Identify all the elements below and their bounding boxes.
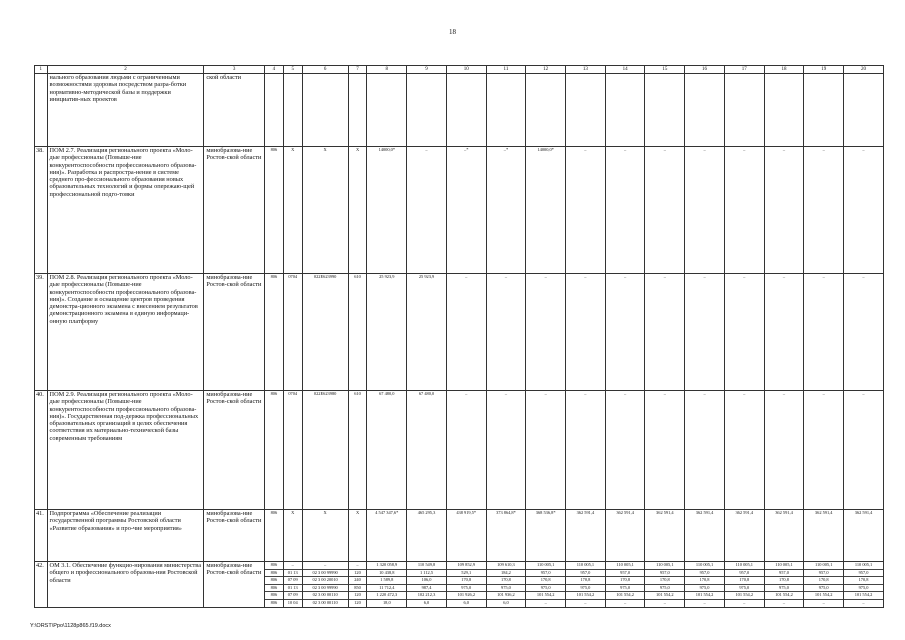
page-number: 18	[449, 28, 456, 36]
value-cell: 362 591,4	[645, 510, 685, 562]
sub-row-value: 102 212,3	[407, 591, 446, 599]
value-stack	[566, 562, 606, 608]
value-cell: –	[724, 147, 764, 274]
value-cell: 25 923,9	[407, 274, 447, 391]
value-cell: –	[645, 274, 685, 391]
value-stack	[302, 562, 348, 608]
value-cell: –	[566, 391, 606, 510]
sub-row-value: 120	[349, 599, 367, 607]
sub-row-value: 101 554,2	[765, 591, 804, 599]
value-cell: 25 923,9	[367, 274, 407, 391]
value-cell: 362 591,4	[685, 510, 725, 562]
sub-row-value: 957,0	[804, 569, 843, 577]
value-cell: X	[283, 147, 302, 274]
sub-row-value: 957,0	[844, 569, 883, 577]
sub-row-value: 975,0	[725, 584, 764, 592]
sub-row-value: 1 320 058,9	[376, 562, 398, 567]
value-cell: 362 591,4	[844, 510, 884, 562]
row-number: 40.	[35, 391, 48, 510]
column-header: 3	[204, 66, 265, 74]
value-cell: –	[605, 147, 645, 274]
value-cell: 610	[348, 274, 367, 391]
value-cell: –	[724, 391, 764, 510]
sub-row-value: 957,0	[685, 569, 724, 577]
column-header: 15	[645, 66, 685, 74]
value-cell: –*	[446, 147, 486, 274]
sub-row-value: 18,0	[367, 599, 406, 607]
value-cell: X	[302, 510, 348, 562]
sub-row-value: 101 926,2	[447, 591, 486, 599]
measure-description: ПОМ 2.7. Реализация регионального проекта «Моло-дые профессионалы (Повыше-ние конкурентоспособности профессионального образова-ния)». Разработка и распростра-нение в системе среднего про-фессионального образования новых образовательных технологий и формы опережаю-щей профессиональной подго-товки	[47, 147, 204, 274]
value-stack	[685, 562, 725, 608]
sub-row-value: 806	[265, 584, 283, 592]
sub-row-value: 170,8	[566, 576, 605, 584]
value-stack	[283, 562, 302, 608]
sub-row-value: 101 554,2	[804, 591, 843, 599]
sub-row-value: –	[606, 599, 645, 607]
column-header: 1	[35, 66, 48, 74]
sub-row-value: 02 3 00 00110	[303, 599, 348, 607]
value-cell: –*	[486, 147, 526, 274]
sub-row-value: 170,8	[606, 576, 645, 584]
sub-row-value: 975,0	[645, 584, 684, 592]
sub-row-value: 170,8	[804, 576, 843, 584]
value-cell: 806	[265, 274, 284, 391]
value-cell: 67 480,0	[367, 391, 407, 510]
value-cell: 806	[265, 391, 284, 510]
value-cell: –	[446, 274, 486, 391]
sub-row-value: –	[324, 562, 327, 567]
sub-row-value: 01 13	[284, 584, 302, 592]
sub-row-value: 957,0	[526, 569, 565, 577]
table-row-41	[35, 510, 884, 562]
sub-row-value: 975,0	[685, 584, 724, 592]
sub-row-value: 01 13	[284, 569, 302, 577]
value-cell: –	[844, 391, 884, 510]
column-header: 4	[265, 66, 284, 74]
row-number: 39.	[35, 274, 48, 391]
value-cell: 368 536,8*	[526, 510, 566, 562]
sub-row-value: 529,1	[447, 569, 486, 577]
value-stack	[367, 562, 407, 608]
sub-row-value: 975,0	[804, 584, 843, 592]
value-cell: –	[764, 147, 804, 274]
sub-row-value: –	[725, 599, 764, 607]
sub-row-value: 101 936,2	[487, 591, 526, 599]
sub-row-value: –	[765, 599, 804, 607]
sub-row-value: 957,0	[645, 569, 684, 577]
sub-row-value: 101 554,2	[725, 591, 764, 599]
value-cell: –	[685, 147, 725, 274]
column-header: 17	[724, 66, 764, 74]
sub-row-value: 806	[265, 576, 283, 584]
sub-row-value: 975,0	[765, 584, 804, 592]
sub-row-value: 110 005,1	[854, 562, 873, 567]
executor: ской области	[204, 74, 265, 147]
sub-row-value: –	[804, 599, 843, 607]
value-cell: 362 591,4	[605, 510, 645, 562]
value-cell: –	[844, 147, 884, 274]
value-cell: X	[283, 510, 302, 562]
sub-row-value: 110 005,1	[576, 562, 595, 567]
executor: минобразова-ние Ростов-ской области	[204, 274, 265, 391]
measure-description: ПОМ 2.8. Реализация регионального проекта «Моло-дые профессионалы (Повыше-ние конкурентоспособности профессионального образова-ния)». Создание и оснащение центров проведения демонстра-ционного экзамена с внесением результатов демонстрационного экзамена в единую информаци-онную платформу	[47, 274, 204, 391]
sub-row-value: –	[844, 599, 883, 607]
sub-row-value: 110 005,1	[536, 562, 555, 567]
value-stack	[724, 562, 764, 608]
column-header: 5	[283, 66, 302, 74]
column-header: 9	[407, 66, 447, 74]
column-header: 11	[486, 66, 526, 74]
sub-row-value: 109 852,9	[457, 562, 476, 567]
value-cell: –	[526, 274, 566, 391]
sub-row-value: 6,0	[447, 599, 486, 607]
value-stack	[407, 562, 447, 608]
value-stack	[526, 562, 566, 608]
measure-description: ОМ 3.1. Обеспечение функцио-нирования министерства общего и профессионального образова-ния Ростовской области	[47, 562, 204, 608]
sub-row-value: 110 005,1	[616, 562, 634, 567]
executor: минобразова-ние Ростов-ской области	[204, 147, 265, 274]
value-cell: 67 480,0	[407, 391, 447, 510]
sub-row-value: 120	[349, 569, 367, 577]
sub-row-value: 101 554,2	[645, 591, 684, 599]
sub-row-value: 02 3 00 99990	[303, 569, 348, 577]
sub-row-value: 850	[349, 584, 367, 592]
row-number	[35, 74, 48, 147]
value-cell: –	[605, 391, 645, 510]
sub-row-value: 170,8	[447, 576, 486, 584]
sub-row-value: 6,0	[407, 599, 446, 607]
sub-row-value: 957,0	[725, 569, 764, 577]
value-cell: 362 591,4	[764, 510, 804, 562]
sub-row-value: 110 549,8	[417, 562, 436, 567]
value-cell: –	[407, 147, 447, 274]
sub-row-value: 101 554,2	[685, 591, 724, 599]
column-header: 13	[566, 66, 606, 74]
value-cell: –	[526, 391, 566, 510]
sub-row-value: 02 3 00 99990	[303, 584, 348, 592]
row-number: 41.	[35, 510, 48, 562]
sub-row-value: 101 554,2	[844, 591, 883, 599]
sub-row-value: –	[526, 599, 565, 607]
value-cell: 0704	[283, 274, 302, 391]
value-stack	[348, 562, 367, 608]
value-cell: 14000,0*	[367, 147, 407, 274]
row-number: 42.	[35, 562, 48, 608]
value-cell: –	[764, 274, 804, 391]
sub-row-value: 110 005,1	[815, 562, 833, 567]
sub-row-value: 110 005,1	[656, 562, 674, 567]
column-header: 8	[367, 66, 407, 74]
sub-row-value: 110 005,1	[735, 562, 753, 567]
column-header: 6	[302, 66, 348, 74]
sub-row-value: 10 438,8	[367, 569, 406, 577]
column-header: 16	[685, 66, 725, 74]
sub-row-value: 10 04	[284, 599, 302, 607]
value-cell: 373 864,8*	[486, 510, 526, 562]
sub-row-value: 170,8	[765, 576, 804, 584]
value-stack	[844, 562, 884, 608]
sub-row-value: 806	[270, 562, 278, 567]
value-cell: 022Е623980	[302, 391, 348, 510]
sub-row-value: 170,8	[645, 576, 684, 584]
sub-row-value: 170,8	[685, 576, 724, 584]
executor: минобразова-ние Ростов-ской области	[204, 562, 265, 608]
value-stack	[804, 562, 844, 608]
value-cell: X	[348, 147, 367, 274]
sub-row-value: 240	[349, 576, 367, 584]
value-cell: 362 591,4	[566, 510, 606, 562]
table-row-42	[35, 562, 884, 608]
value-cell: –	[764, 391, 804, 510]
sub-row-value: –	[356, 562, 359, 567]
value-cell: –	[645, 391, 685, 510]
sub-row-value: 101 554,2	[566, 591, 605, 599]
value-cell: –	[566, 274, 606, 391]
column-header: 10	[446, 66, 486, 74]
sub-row-value: 957,0	[566, 569, 605, 577]
value-cell: 362 591,4	[724, 510, 764, 562]
value-cell: 806	[265, 510, 284, 562]
sub-row-value: 957,0	[765, 569, 804, 577]
sub-row-value: 975,0	[566, 584, 605, 592]
sub-row-value: 806	[265, 591, 283, 599]
sub-row-value: –	[566, 599, 605, 607]
value-cell: 438 919,5*	[446, 510, 486, 562]
sub-row-value: 110 005,1	[775, 562, 793, 567]
sub-row-value: 170,8	[526, 576, 565, 584]
row-number: 38.	[35, 147, 48, 274]
value-stack	[446, 562, 486, 608]
value-cell: –	[685, 274, 725, 391]
value-cell: –	[685, 391, 725, 510]
value-cell: 465 295,3	[407, 510, 447, 562]
value-cell: X	[348, 510, 367, 562]
sub-row-value: 170,8	[725, 576, 764, 584]
sub-row-value: 106,0	[407, 576, 446, 584]
sub-row-value: –	[645, 599, 684, 607]
sub-row-value: 6,0	[487, 599, 526, 607]
table-row-continuation	[35, 74, 884, 147]
value-cell: –	[804, 274, 844, 391]
sub-row-value: –	[291, 562, 294, 567]
sub-row-value: –	[685, 599, 724, 607]
sub-row-value: 806	[265, 599, 283, 607]
value-cell: 806	[265, 147, 284, 274]
value-stack	[486, 562, 526, 608]
value-cell: 0704	[283, 391, 302, 510]
value-cell: 022Е623990	[302, 274, 348, 391]
sub-row-value: 07 09	[284, 591, 302, 599]
sub-row-value: 1 220 472,3	[367, 591, 406, 599]
column-header: 14	[605, 66, 645, 74]
sub-row-value: 975,0	[526, 584, 565, 592]
column-header: 7	[348, 66, 367, 74]
sub-row-value: 170,8	[487, 576, 526, 584]
column-header: 19	[804, 66, 844, 74]
sub-row-value: 975,0	[606, 584, 645, 592]
value-cell: –	[844, 274, 884, 391]
value-cell: –	[446, 391, 486, 510]
column-header: 20	[844, 66, 884, 74]
value-cell: –	[804, 147, 844, 274]
sub-row-value: 184,2	[487, 569, 526, 577]
footer-file-path: Y:\ORST\Ppo\1128p865.f19.docx	[30, 623, 111, 629]
sub-row-value: 07 09	[284, 576, 302, 584]
value-cell: 4 547 347,6*	[367, 510, 407, 562]
value-cell: X	[302, 147, 348, 274]
value-stack	[265, 562, 284, 608]
sub-row-value: 110 005,1	[695, 562, 714, 567]
sub-row-value: 975,0	[447, 584, 486, 592]
value-cell: –	[804, 391, 844, 510]
value-stack	[645, 562, 685, 608]
value-cell: –	[486, 391, 526, 510]
value-cell: –	[605, 274, 645, 391]
sub-row-value: 02 3 00 20010	[303, 576, 348, 584]
sub-row-value: 1 589,8	[367, 576, 406, 584]
sub-row-value: 957,0	[606, 569, 645, 577]
value-cell: 610	[348, 391, 367, 510]
table-row-39	[35, 274, 884, 391]
measure-description: ПОМ 2.9. Реализация регионального проекта «Моло-дые профессионалы (Повыше-ние конкурентоспособности профессионального образова-ния)». Государственная под-держка профессиональных образовательных организаций в целях обеспечения соответствия их материально-технической базы современным требованиям	[47, 391, 204, 510]
value-cell: –	[724, 274, 764, 391]
executor: минобразова-ние Ростов-ской области	[204, 510, 265, 562]
sub-row-value: 02 3 00 00110	[303, 591, 348, 599]
column-header: 12	[526, 66, 566, 74]
sub-row-value: 120	[349, 591, 367, 599]
measure-description: нального образования людьми с ограниченными возможностями здоровья посредством разра-ботки нормативно-методической базы и поддержки инициатив-ных проектов	[47, 74, 204, 147]
sub-row-value: 170,8	[844, 576, 883, 584]
column-header: 2	[47, 66, 204, 74]
sub-row-value: 101 554,2	[606, 591, 645, 599]
column-header: 18	[764, 66, 804, 74]
value-stack	[764, 562, 804, 608]
sub-row-value: 101 554,2	[526, 591, 565, 599]
budget-table	[34, 65, 884, 608]
table-row-38	[35, 147, 884, 274]
sub-row-value: 975,0	[844, 584, 883, 592]
sub-row-value: 109 610,3	[497, 562, 515, 567]
header-row	[35, 66, 884, 74]
sub-row-value: 987,4	[407, 584, 446, 592]
sub-row-value: 806	[265, 569, 283, 577]
value-cell: 362 591,4	[804, 510, 844, 562]
sub-row-value: 11 712,4	[367, 584, 406, 592]
sub-row-value: 1 112,5	[407, 569, 446, 577]
table-row-40	[35, 391, 884, 510]
measure-description: Подпрограмма «Обеспечение реализации государственной программы Ростовской области «Развитие образования» и про-чие мероприятия»	[47, 510, 204, 562]
value-stack	[605, 562, 645, 608]
value-cell: –	[486, 274, 526, 391]
executor: минобразова-ние Ростов-ской области	[204, 391, 265, 510]
sub-row-value: 975,0	[487, 584, 526, 592]
value-cell: 14000,0*	[526, 147, 566, 274]
value-cell: –	[645, 147, 685, 274]
value-cell: –	[566, 147, 606, 274]
